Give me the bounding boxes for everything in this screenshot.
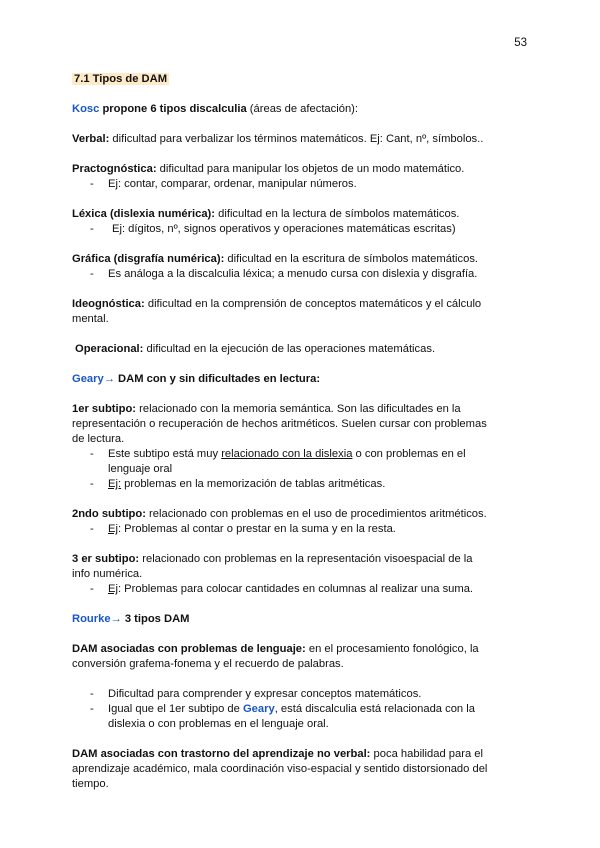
dislexia-link-text: relacionado con la dislexia: [221, 448, 353, 460]
list-item: - Este subtipo está muy relacionado con la dislexia o con problemas en el lenguaje oral: [72, 447, 492, 477]
author-rourke: Rourke: [72, 613, 111, 625]
practognostica-bullets: [72, 177, 492, 192]
rourke-heading: Rourke→ 3 tipos DAM: [72, 613, 190, 625]
type-practognostica: Practognóstica: dificultad para manipular los objetos de un modo matemático.: [72, 163, 465, 175]
subtipo-2: 2ndo subtipo: relacionado con problemas en el uso de procedimientos aritméticos.: [72, 508, 487, 520]
arrow-icon: →: [103, 373, 115, 385]
author-geary: Geary: [72, 373, 104, 385]
subtipo-3-bullets: [72, 582, 492, 597]
type-operacional: Operacional: dificultad en la ejecución de las operaciones matemáticas.: [75, 343, 436, 355]
list-item: - Es análoga a la discalculia léxica; a menudo cursa con dislexia y disgrafía.: [72, 267, 492, 282]
section-heading-text: 7.1 Tipos de DAM: [74, 73, 168, 85]
page-content: [72, 72, 492, 792]
type-lexica: Léxica (dislexia numérica): dificultad en la lectura de símbolos matemáticos.: [72, 208, 460, 220]
subtipo-1-bullets: [72, 447, 492, 492]
subtipo-2-bullets: [72, 522, 492, 537]
list-item: - Ej: Problemas al contar o prestar en la suma y en la resta.: [72, 522, 492, 537]
lexica-bullets: [72, 222, 492, 237]
author-kosc: Kosc: [72, 103, 100, 115]
list-item: - Ej: dígitos, nº, signos operativos y operaciones matemáticas escritas): [72, 222, 492, 237]
dam-lenguaje: DAM asociadas con problemas de lenguaje: en el procesamiento fonológico, la conversión grafema-fonema y el recuerdo de palabras.: [72, 643, 479, 670]
list-item: - Dificultad para comprender y expresar conceptos matemáticos.: [72, 687, 492, 702]
list-item: - Ej: contar, comparar, ordenar, manipular números.: [72, 177, 492, 192]
list-item: - Igual que el 1er subtipo de Geary, está discalculia está relacionada con la dislexia o con problemas en el lenguaje oral.: [72, 702, 492, 732]
kosc-intro: Kosc propone 6 tipos discalculia (áreas de afectación):: [72, 103, 359, 115]
dam-lenguaje-bullets: [72, 687, 492, 732]
type-grafica: Gráfica (disgrafía numérica): dificultad en la escritura de símbolos matemáticos.: [72, 253, 479, 265]
arrow-icon: →: [110, 613, 122, 625]
list-item: - Ej: Problemas para colocar cantidades en columnas al realizar una suma.: [72, 582, 492, 597]
dam-no-verbal: DAM asociadas con trastorno del aprendizaje no verbal: poca habilidad para el aprendizaje académico, mala coordinación viso-espacial y sentido distorsionado del tiempo.: [72, 748, 488, 790]
list-item: - Ej: problemas en la memorización de tablas aritméticas.: [72, 477, 492, 492]
subtipo-3: 3 er subtipo: relacionado con problemas en la representación visoespacial de la info numérica.: [72, 553, 473, 580]
type-ideognostica: Ideognóstica: dificultad en la comprensión de conceptos matemáticos y el cálculo mental.: [72, 298, 482, 325]
type-verbal: Verbal: dificultad para verbalizar los términos matemáticos. Ej: Cant, nº, símbolos..: [72, 133, 484, 145]
geary-heading: Geary→ DAM con y sin dificultades en lectura:: [72, 373, 321, 385]
author-geary-ref: Geary: [242, 703, 275, 715]
page-number: 53: [514, 37, 527, 49]
grafica-bullets: [72, 267, 492, 282]
subtipo-1: 1er subtipo: relacionado con la memoria semántica. Son las dificultades en la representación o recuperación de hechos aritméticos. Suelen cursar con problemas de lectura.: [72, 403, 487, 445]
section-heading: [72, 72, 492, 87]
